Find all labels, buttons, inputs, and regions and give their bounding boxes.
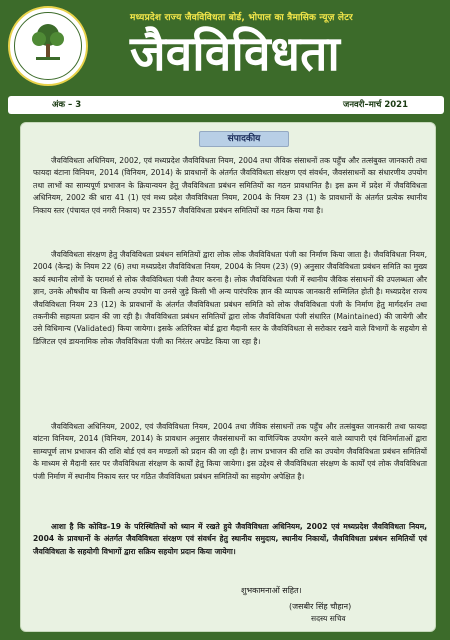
editorial-paragraph: जैवविविधता अधिनियम, 2002, एवं जैवविविधता नियम, 2004 तथा जैविक संसाधनों तक पहुँच और तत्संबुक्त जानकारी तथा फायदा बांटना विनियम, 2014 (विनियम, 2014) के प्रावधान अनुसार जैवसंसाधनों का वाणिज्यिक उपयोग करने वाले व्यापारी एवं विनिर्माताओं द्वारा साम्यपूर्ण लाभ प्रभाजन की राशि बोर्ड एवं वन मण्डलों को प्रदान की जा रही है। लाभ प्रभाजन की राशि का उपयोग जैवविविधता प्रबंधन समितियों के माध्यम से मैदानी स्तर पर जैवविविधता संरक्षण के कार्यों हेतु किया जायेगा। इस उद्देश्य से जैवविविधता संरक्षण के कार्यों एवं लोक जैवविविधता पंजी निर्माण में स्थानीय निकाय स्तर पर गठित जैवविविधता प्रबंधन समितियों का सहयोग अपेक्षित है। (33, 422, 427, 481)
masthead-header (0, 0, 450, 96)
editorial-panel (20, 122, 436, 632)
newsletter-tagline: मध्यप्रदेश राज्य जैवविविधता बोर्ड, भोपाल का त्रैमासिक न्यूज़ लेटर (130, 13, 353, 23)
board-logo (8, 6, 88, 86)
editorial-paragraph: जैवविविधता अधिनियम, 2002, एवं मध्यप्रदेश जैवविविधता नियम, 2004 तथा जैविक संसाधनों तक पहुँच और तत्संबुक्त जानकारी तथा फायदा बंटाना विनियम, 2014 (विनियम, 2014) के प्रावधानों के अंतर्गत जैवविविधता संरक्षण एवं संवर्धन, जैवसंसाधनों का संधारणीय उपयोग तथा लाभों का साम्यपूर्ण प्रभाजन के क्रियान्वयन हेतु जैवविविधता प्रबंधन समितियों का गठन प्रावधानित है। इस क्रम में प्रदेश में जैवविविधता अधिनियम, 2002 की धारा 41 (1) एवं मध्य प्रदेश जैवविविधता नियम, 2004 के नियम 23 (1) के प्रावधानों के अंतर्गत प्रत्येक स्थानीय निकाय स्तर (पंचायत एवं नगरी निकाय) पर 23557 जैवविविधता प्रबंधन समितियों का गठन किया गया है। (33, 156, 427, 215)
signatory-title: सदस्य सचिव (311, 614, 346, 623)
editorial-paragraph: आशा है कि कोविड–19 के परिस्थितियों को ध्यान में रखते हुये जैवविविधता अधिनियम, 2002 एवं मध्यप्रदेश जैवविविधता नियम, 2004 के प्रावधानों के अंतर्गत जैवविविधता संरक्षण एवं संवर्धन हेतु स्थानीय समुदाय, स्थानीय निकायों, जैवविविधता प्रबंधन समितियों एवं जैवविविधता के सहयोगी विभागों द्वारा सक्रिय सहयोग प्रदान किया जायेगा। (33, 522, 427, 556)
issue-number: अंक – 3 (52, 100, 82, 110)
closing-greeting: शुभकामनाओं सहित। (241, 586, 302, 595)
issue-date: जनवरी–मार्च 2021 (343, 100, 408, 110)
tree-icon (30, 22, 66, 62)
section-title: संपादकीय (199, 131, 289, 147)
issue-bar (8, 96, 444, 114)
newsletter-title: जैवविविधता (130, 26, 340, 82)
editorial-paragraph: जैवविविधता संरक्षण हेतु जैवविविधता प्रबंधन समितियों द्वारा लोक लोक जैवविविधता पंजी का निर्माण किया जाता है। जैवविविधता नियम, 2004 (केन्द्र) के नियम 22 (6) तथा मध्यप्रदेश जैवविविधता नियम, 2004 के नियम (23) (9) अनुसार जैवविविधता प्रबंधन समिति का मुख्य कार्य स्थानीय लोगों के परामर्श से लोक जैवविविधता पंजी तैयार करना है। लोक जैवविविधता पंजी में स्थानीय जैविक संसाधनों की उपलब्धता और ज्ञान, उनके औषधीय या किसी अन्य उपयोग या उनसे जुड़े किसी भी अन्य पारंपरिक ज्ञान की व्यापक जानकारी सम्मिलित होती है। मध्यप्रदेश राज्य जैवविविधता नियम 23 (12) के प्रावधानों के अंतर्गत जैवविविधता प्रबंधन समिति को लोक जैवविविधता पंजी के निर्माण हेतु मार्गदर्शन तथा तकनीकी सहायता प्रदान की जा रही है। जैवविविधता प्रबंधन समितियों द्वारा लोक जैवविविधता पंजी संधारित (Maintained) की जायेगी और उसे विधिमान्य (Validated) किया जायेगा। इसके अतिरिक्त बोर्ड द्वारा मैदानी स्तर के जैवविविधता से सरोकार रखने वाले विभागों के सहयोग से डिजिटल एवं डायनामिक लोक जैवविविधता पंजी का निरंतर अपडेट किया जा रहा है। (33, 250, 427, 346)
signatory-name: (जसबीर सिंह चौहान) (289, 602, 352, 611)
